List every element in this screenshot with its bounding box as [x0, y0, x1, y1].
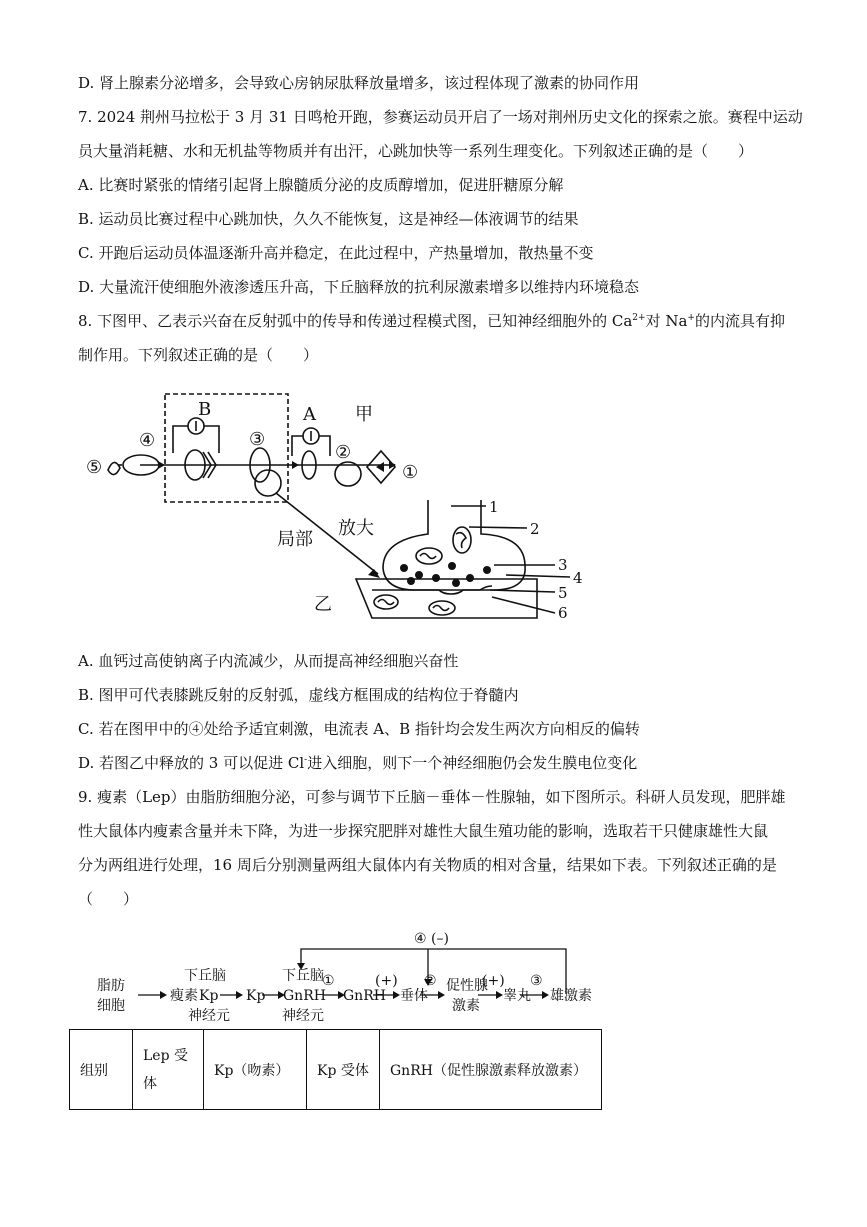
q8-stem-text-end: 的内流具有抑: [694, 312, 785, 330]
q7-stem-line1: 7. 2024 荆州马拉松于 3 月 31 日鸣枪开跑，参赛运动员开启了一场对荆州历史文化的探索之旅。赛程中运动: [78, 108, 803, 126]
key-3: 3: [558, 556, 568, 574]
col-kp-receptor: Kp 受体: [307, 1030, 380, 1110]
key-2: 2: [530, 520, 540, 538]
label-n3: ③: [249, 429, 266, 450]
label-n2: ②: [335, 442, 352, 463]
gnrh-neuron-label-1: 下丘脑: [282, 968, 324, 984]
q7-option-d: D. 大量流汗使细胞外液渗透压升高，下丘脑释放的抗利尿激素增多以维持内环境稳态: [78, 278, 640, 296]
q8-option-d-text-end: 进入细胞，则下一个神经细胞仍会发生膜电位变化: [307, 754, 638, 772]
q8-option-a: A. 血钙过高使钠离子内流减少，从而提高神经细胞兴奋性: [78, 652, 459, 670]
col-lep-receptor-line2: 体: [143, 1075, 157, 1092]
feedback-label: ④ (–): [414, 931, 449, 947]
q7-option-b: B. 运动员比赛过程中心跳加快，久久不能恢复，这是神经—体液调节的结果: [78, 210, 579, 228]
fat-cell-label-1: 脂肪: [97, 978, 125, 994]
kp-label: Kp: [246, 988, 266, 1004]
kp-neuron-label-1: 下丘脑: [184, 968, 226, 984]
gnrh-label: GnRH: [343, 988, 386, 1004]
label-yi: 乙: [314, 594, 332, 615]
key-6: 6: [558, 604, 568, 622]
q9-stem-line3: 分为两组进行处理，16 周后分别测量两组大鼠体内有关物质的相对含量，结果如下表。下列叙述正确的是: [78, 856, 777, 874]
q8-stem-text: 8. 下图甲、乙表示兴奋在反射弧中的传导和传递过程模式图，已知神经细胞外的 Ca: [78, 312, 633, 330]
plus-label-1: (+): [375, 973, 398, 989]
results-table: [69, 1029, 602, 1110]
col-kp: Kp（吻素）: [204, 1030, 307, 1110]
key-4: 4: [573, 569, 583, 587]
gnrh-neuron-label-2: GnRH: [283, 988, 326, 1004]
label-n4: ④: [139, 430, 156, 451]
leptin-label: 瘦素: [170, 988, 198, 1004]
key-5: 5: [558, 584, 568, 602]
q8-stem-text-mid: 对 Na: [645, 312, 688, 330]
q7-option-c: C. 开跑后运动员体温逐渐升高并稳定，在此过程中，产热量增加，散热量不变: [78, 244, 594, 262]
q8-option-b: B. 图甲可代表膝跳反射的反射弧，虚线方框围成的结构位于脊髓内: [78, 686, 519, 704]
table-header-row: [70, 1030, 602, 1110]
step-1-label: ①: [322, 973, 335, 989]
q8-stem-line2: 制作用。下列叙述正确的是（ ）: [78, 346, 319, 364]
q7-stem-line2: 员大量消耗糖、水和无机盐等物质并有出汗，心跳加快等一系列生理变化。下列叙述正确的是（ ）: [78, 142, 754, 160]
gonadotropin-label-1: 促性腺: [446, 978, 488, 994]
q9-stem-line4: （ ）: [78, 890, 139, 908]
q8-cl-charge: -: [304, 755, 308, 765]
step-2-label: ②: [424, 973, 437, 989]
col-lep-receptor-line1: Lep 受: [143, 1047, 188, 1064]
q9-stem-line1: 9. 瘦素（Lep）由脂肪细胞分泌，可参与调节下丘脑－垂体－性腺轴，如下图所示。科研人员发现，肥胖雄: [78, 788, 786, 806]
col-gnrh: GnRH（促性腺激素释放激素）: [380, 1030, 602, 1110]
q6-option-d: D. 肾上腺素分泌增多，会导致心房钠尿肽释放量增多，该过程体现了激素的协同作用: [78, 74, 640, 92]
pituitary-label: 垂体: [400, 988, 428, 1004]
kp-neuron-label-2: Kp: [199, 988, 219, 1004]
q8-ca-charge: 2+: [632, 313, 646, 323]
fat-cell-label-2: 细胞: [97, 998, 125, 1014]
gnrh-neuron-label-3: 神经元: [282, 1008, 324, 1024]
androgen-label: 雄激素: [550, 988, 592, 1004]
gonadotropin-label-2: 激素: [452, 998, 480, 1014]
label-magnify: 放大: [338, 518, 374, 539]
label-local: 局部: [277, 529, 313, 550]
q9-stem-line2: 性大鼠体内瘦素含量并未下降，为进一步探究肥胖对雄性大鼠生殖功能的影响，选取若干只健康雄性大鼠: [78, 822, 769, 840]
label-a: A: [303, 404, 316, 425]
label-jia: 甲: [355, 404, 373, 425]
plus-label-2: (+): [482, 973, 505, 989]
q8-option-c: C. 若在图甲中的④处给予适宜刺激，电流表 A、B 指针均会发生两次方向相反的偏转: [78, 720, 640, 738]
q8-na-charge: +: [687, 313, 695, 323]
step-3-label: ③: [530, 973, 543, 989]
q8-option-d-text: D. 若图乙中释放的 3 可以促进 Cl: [78, 754, 305, 772]
label-n1: ①: [402, 462, 419, 483]
q7-option-a: A. 比赛时紧张的情绪引起肾上腺髓质分泌的皮质醇增加，促进肝糖原分解: [78, 176, 564, 194]
label-b: B: [198, 399, 212, 420]
col-lep-receptor: [133, 1030, 204, 1110]
key-1: 1: [489, 498, 499, 516]
label-n5: ⑤: [86, 457, 103, 478]
col-group: 组别: [70, 1030, 133, 1110]
testis-label: 睾丸: [503, 988, 531, 1004]
kp-neuron-label-3: 神经元: [188, 1008, 230, 1024]
